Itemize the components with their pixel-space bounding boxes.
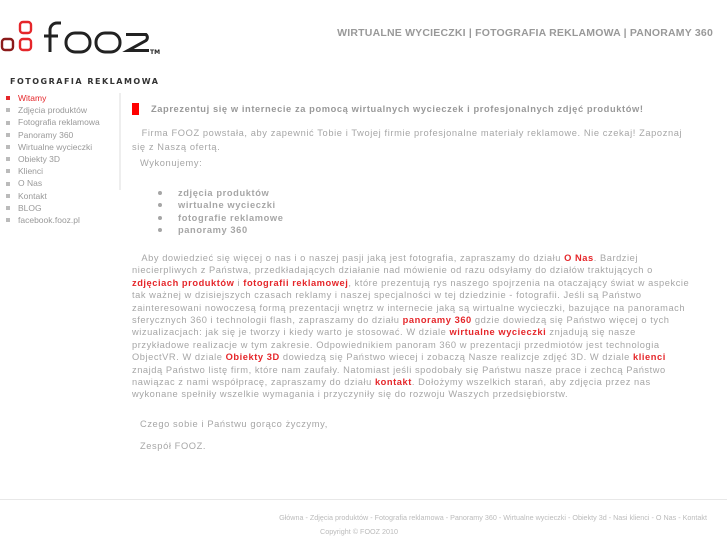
footer-link-glowna[interactable]: Główna	[279, 513, 304, 522]
page-headline: Zaprezentuj się w internecie za pomocą wirtualnych wycieczek i profesjonalnych zdjęć produktów!	[132, 103, 644, 115]
services-list	[158, 187, 284, 236]
bullet-icon	[6, 194, 10, 198]
sidebar-nav	[6, 92, 100, 226]
sidebar-item-panoramy-360[interactable]: Panoramy 360	[6, 129, 100, 141]
bullet-icon	[6, 108, 10, 112]
footer-link-zdjecia-produktow[interactable]: Zdjęcia produktów	[309, 513, 369, 522]
list-item: zdjęcia produktów	[158, 187, 284, 199]
footer-link-fotografia-reklamowa[interactable]: Fotografia reklamowa	[374, 513, 444, 522]
footer-link-panoramy-360[interactable]: Panoramy 360	[450, 513, 497, 522]
bullet-icon	[6, 157, 10, 161]
bullet-icon	[158, 216, 162, 220]
red-square-icon	[132, 103, 139, 115]
bullet-icon	[6, 96, 10, 100]
sidebar-item-fotografia-reklamowa[interactable]: Fotografia reklamowa	[6, 116, 100, 128]
link-panoramy-360[interactable]: panoramy 360	[402, 315, 472, 326]
content-divider	[119, 93, 121, 190]
bullet-icon	[158, 191, 162, 195]
bullet-icon	[158, 203, 162, 207]
footer-link-kontakt[interactable]: Kontakt	[682, 513, 707, 522]
copyright-text: Copyright © FOOZ 2010	[320, 527, 398, 536]
link-kontakt[interactable]: kontakt	[374, 377, 412, 388]
bullet-icon	[6, 133, 10, 137]
header-tagline: WIRTUALNE WYCIECZKI | FOTOGRAFIA REKLAMOWA | PANORAMY 360	[337, 27, 713, 39]
link-obiekty-3d[interactable]: Obiekty 3D	[225, 352, 280, 363]
sidebar-item-wirtualne-wycieczki[interactable]: Wirtualne wycieczki	[6, 141, 100, 153]
sidebar-item-witamy[interactable]: Witamy	[6, 92, 100, 104]
bullet-icon	[6, 145, 10, 149]
bullet-icon	[6, 182, 10, 186]
link-o-nas[interactable]: O Nas	[564, 253, 594, 263]
intro-paragraph: Firma FOOZ powstała, aby zapewnić Tobie i Twojej firmie profesjonalne materiały reklamowe. Nie czekaj! Zapoznaj się z Naszą ofertą.	[132, 128, 683, 152]
closing-text: Czego sobie i Państwu gorąco życzymy,	[140, 419, 328, 429]
footer-nav: Główna - Zdjęcia produktów - Fotografia reklamowa - Panoramy 360 - Wirtualne wycieczki - Obiekty 3d - Nasi klienci - O Nas - Kontakt	[279, 513, 707, 522]
bullet-icon	[6, 218, 10, 222]
link-fotografia-reklamowa[interactable]: fotografii reklamowej	[243, 277, 349, 288]
signature-text: Zespół FOOZ.	[140, 441, 207, 451]
sidebar-item-facebook[interactable]: facebook.fooz.pl	[6, 214, 100, 226]
services-label: Wykonujemy:	[140, 158, 203, 168]
sidebar-item-obiekty-3d[interactable]: Obiekty 3D	[6, 153, 100, 165]
bullet-icon	[6, 206, 10, 210]
link-wirtualne-wycieczki[interactable]: wirtualne wycieczki	[449, 327, 547, 338]
footer-link-o-nas[interactable]: O Nas	[655, 513, 677, 522]
sidebar-item-blog[interactable]: BLOG	[6, 202, 100, 214]
list-item: panoramy 360	[158, 224, 284, 236]
bullet-icon	[6, 121, 10, 125]
footer-link-wirtualne-wycieczki[interactable]: Wirtualne wycieczki	[503, 513, 566, 522]
footer-divider	[0, 499, 727, 500]
list-item: wirtualne wycieczki	[158, 199, 284, 211]
sidebar-item-zdjecia-produktow[interactable]: Zdjęcia produktów	[6, 104, 100, 116]
logo[interactable]	[0, 18, 170, 86]
footer-link-obiekty-3d[interactable]: Obiekty 3d	[572, 513, 607, 522]
sidebar-item-klienci[interactable]: Klienci	[6, 165, 100, 177]
list-item: fotografie reklamowe	[158, 212, 284, 224]
link-zdjecia-produktow[interactable]: zdjęciach produktów	[132, 277, 235, 288]
logo-subtitle: FOTOGRAFIA REKLAMOWA	[10, 77, 160, 86]
body-paragraph: Aby dowiedzieć się więcej o nas i o naszej pasji jaką jest fotografia, zapraszamy do działu O Nas. Bardziej niecierpliwych z Państwa, przedkładających działanie nad mówienie od razu odsyłamy do działów traktujących o zdjęciach produktów i fotografii reklamowej, które prezentują rys naszego spojrzenia na otaczający świat w aspekcie tak ważnej w dzisiejszych czasach reklamy i naszej specjalności w tej dziedzinie - fotografii. Jeśli są Państwo zainteresowani nowoczesą formą prezentacji wnętrz w internecie jaką są wirtualne wycieczki, bazujące na panoramach sferycznych 360 i technologii flash, zapraszamy do działu panoramy 360 gdzie dowiedzą się Państwo więcej o tych wizualizacjach: jak się je tworzy i kiedy warto je stosować. W dziale wirtualne wycieczki znjadują się nasze przykładowe realizacje w tym zakresie. Odpowiednikiem panoram 360 w prezentacji przedmiotów jest technologia ObjectVR. W dziale Obiekty 3D dowiedzą się Państwo wiecej i zobaczą Nasze realizcje zdjęć 3D. W dziale klienci znajdą Państwo listę firm, które nam zaufały. Natomiast jeśli spodobały się Państwu nasze prace i zechcą Państwo nawiązac z nami współpracę, zapraszamy do działu kontakt. Dołożymy wszelkich starań, aby zdjęcia przez nas wykonane spełniły wszelkie wymagania i przyczyniły się do rozwoju Waszych przedsiębiorstw.	[132, 253, 690, 400]
bullet-icon	[158, 228, 162, 232]
svg-text:TM: TM	[150, 49, 161, 56]
sidebar-item-o-nas[interactable]: O Nas	[6, 177, 100, 189]
bullet-icon	[6, 169, 10, 173]
sidebar-item-kontakt[interactable]: Kontakt	[6, 190, 100, 202]
footer-link-nasi-klienci[interactable]: Nasi klienci	[613, 513, 650, 522]
link-klienci[interactable]: klienci	[633, 352, 666, 363]
fooz-logo-icon	[0, 18, 170, 62]
